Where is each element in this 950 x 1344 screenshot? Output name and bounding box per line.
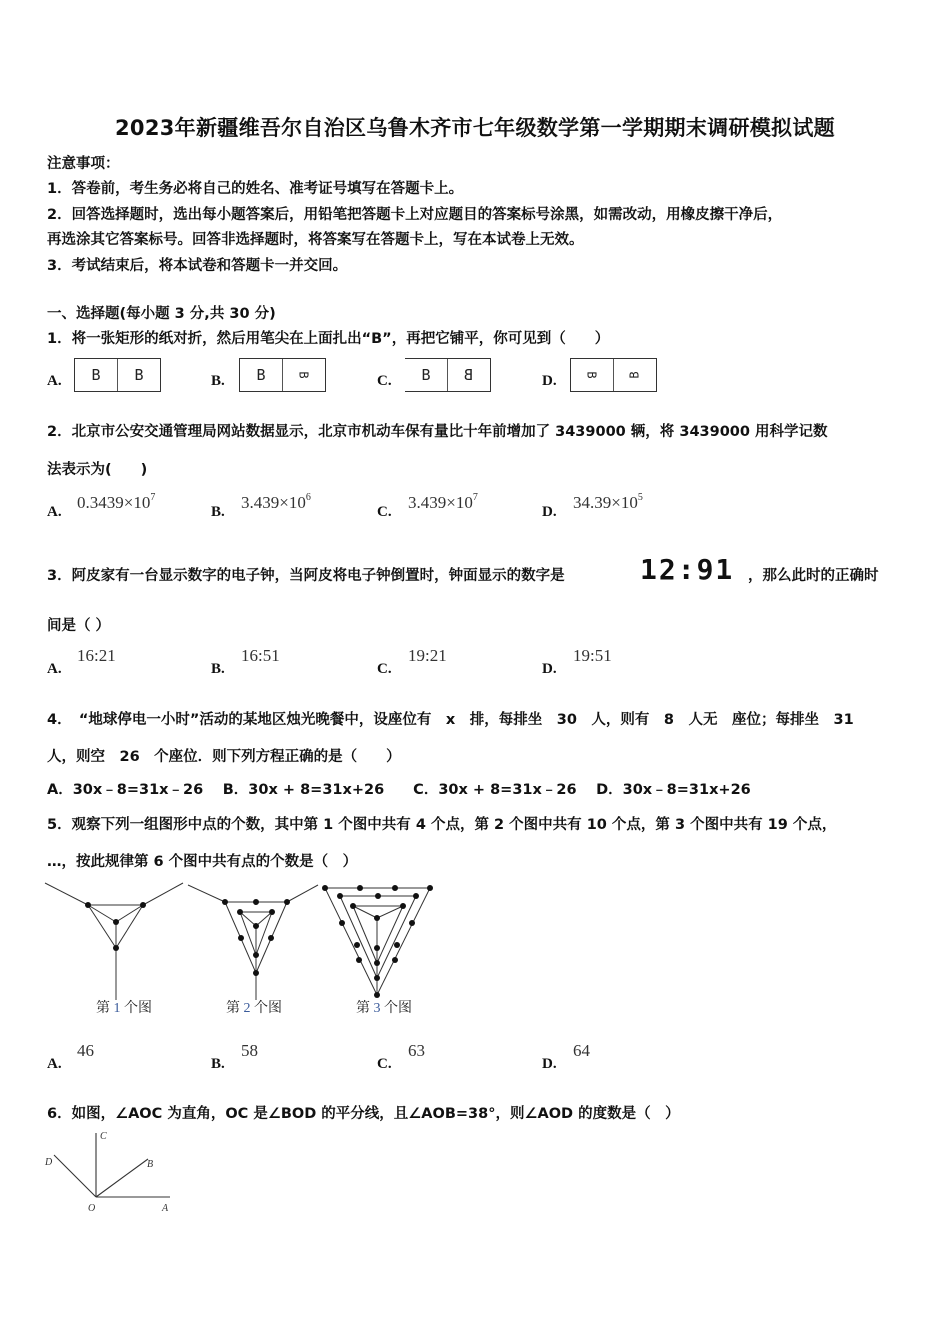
- figure-3-caption: [356, 997, 412, 1017]
- question-5-text: 5．观察下列一组图形中点的个数，其中第 1 个图中共有 4 个点，第 2 个图中共有 10 个点，第 3 个图中共有 19 个点，: [47, 817, 837, 833]
- paper-left-cell: B: [91, 366, 101, 384]
- label-d: D: [45, 1157, 53, 1168]
- caption-prefix: 第: [96, 1001, 114, 1016]
- paper-right-cell: [447, 359, 490, 391]
- q2-option-a-label[interactable]: A.: [47, 504, 62, 520]
- question-2-text: 2．北京市公安交通管理局网站数据显示，北京市机动车保有量比十年前增加了 3439000 辆，将 3439000 用科学记数: [47, 424, 828, 440]
- paper-left-cell: B: [421, 366, 431, 384]
- q2-option-b-value[interactable]: [241, 492, 311, 513]
- q3-option-c-label[interactable]: C.: [377, 661, 392, 677]
- question-3-text-after: ，那么此时的正确时: [748, 568, 879, 584]
- mantissa: 34.39×10: [573, 493, 638, 512]
- q3-option-a-value[interactable]: 16:21: [77, 646, 116, 665]
- q5-option-c-label[interactable]: C.: [377, 1056, 392, 1072]
- question-4-text-cont: 人，则空 26 个座位．则下列方程正确的是（ ）: [47, 749, 401, 765]
- caption-number: 3: [373, 1001, 381, 1016]
- angle-figure: [40, 1125, 190, 1215]
- question-4-options[interactable]: A．30x﹣8=31x﹣26 B．30x + 8=31x+26 C．30x + 8=31x﹣26 D．30x﹣8=31x+26: [47, 782, 751, 798]
- q5-option-a-value[interactable]: 46: [77, 1041, 94, 1060]
- q2-option-a-value[interactable]: [77, 492, 155, 513]
- figure-1-caption: [96, 997, 152, 1017]
- label-o: O: [88, 1203, 96, 1214]
- q1-option-b-label[interactable]: B.: [211, 373, 225, 389]
- dot-pattern-figures: [40, 875, 460, 1005]
- caption-suffix: 个图: [250, 1001, 282, 1016]
- q5-option-a-label[interactable]: A.: [47, 1056, 62, 1072]
- caption-suffix: 个图: [380, 1001, 412, 1016]
- question-1-text: 1．将一张矩形的纸对折，然后用笔尖在上面扎出“B”，再把它铺平，你可见到（ ）: [47, 331, 610, 347]
- q1-option-a-paper[interactable]: [74, 358, 161, 392]
- mantissa: 3.439×10: [241, 493, 306, 512]
- q5-option-d-value[interactable]: 64: [573, 1041, 590, 1060]
- mantissa: 0.3439×10: [77, 493, 151, 512]
- q5-option-d-label[interactable]: D.: [542, 1056, 557, 1072]
- section-heading: 一、选择题(每小题 3 分,共 30 分): [47, 306, 276, 322]
- label-a: A: [162, 1203, 169, 1214]
- caption-number: 2: [243, 1001, 251, 1016]
- notice-item-3: 3．考试结束后，将本试卷和答题卡一并交回。: [47, 258, 348, 274]
- question-4-text: 4． “地球停电一小时”活动的某地区烛光晚餐中，设座位有 x 排，每排坐 30 人，则有 8 人无 座位；每排坐 31: [47, 712, 854, 728]
- paper-right-cell: [613, 359, 656, 391]
- q1-option-a-label[interactable]: A.: [47, 373, 62, 389]
- q2-option-d-value[interactable]: [573, 492, 643, 513]
- digital-clock-display: 12:91: [640, 553, 735, 586]
- paper-left-cell: [571, 359, 613, 391]
- q3-option-d-label[interactable]: D.: [542, 661, 557, 677]
- q3-option-d-value[interactable]: 19:51: [573, 646, 612, 665]
- paper-right-cell: B: [117, 359, 160, 391]
- q3-option-b-value[interactable]: 16:51: [241, 646, 280, 665]
- question-2-text-cont: 法表示为( ): [47, 462, 148, 478]
- exponent: 6: [305, 492, 311, 503]
- rotated-b-glyph: B: [627, 371, 642, 379]
- question-3-text-cont: 间是（ ）: [47, 618, 111, 634]
- rotated-b-glyph: B: [584, 371, 599, 379]
- question-3-text: 3．阿皮家有一台显示数字的电子钟，当阿皮将电子钟倒置时，钟面显示的数字是: [47, 568, 565, 584]
- label-c: C: [100, 1131, 107, 1142]
- q1-option-c-label[interactable]: C.: [377, 373, 392, 389]
- q2-option-b-label[interactable]: B.: [211, 504, 225, 520]
- question-6-text: 6．如图，∠AOC 为直角，OC 是∠BOD 的平分线，且∠AOB=38°，则∠AOD 的度数是（ ）: [47, 1106, 680, 1122]
- mantissa: 3.439×10: [408, 493, 473, 512]
- label-b: B: [147, 1159, 154, 1170]
- paper-right-cell: [282, 359, 325, 391]
- q1-option-b-paper[interactable]: [239, 358, 326, 392]
- question-5-text-cont: …，按此规律第 6 个图中共有点的个数是（ ）: [47, 854, 358, 870]
- mirrored-b-glyph: B: [464, 366, 474, 384]
- rotated-b-glyph: B: [296, 371, 311, 379]
- q1-option-d-label[interactable]: D.: [542, 373, 557, 389]
- caption-prefix: 第: [226, 1001, 244, 1016]
- q2-option-d-label[interactable]: D.: [542, 504, 557, 520]
- q5-option-b-value[interactable]: 58: [241, 1041, 258, 1060]
- q5-option-c-value[interactable]: 63: [408, 1041, 425, 1060]
- q2-option-c-value[interactable]: [408, 492, 478, 513]
- caption-number: 1: [113, 1001, 121, 1016]
- q1-option-c-paper[interactable]: [405, 358, 491, 392]
- q1-option-d-paper[interactable]: [570, 358, 657, 392]
- exponent: 7: [150, 492, 156, 503]
- q2-option-c-label[interactable]: C.: [377, 504, 392, 520]
- caption-prefix: 第: [356, 1001, 374, 1016]
- notice-heading: 注意事项：: [47, 156, 120, 172]
- exponent: 5: [637, 492, 643, 503]
- page-title: 2023年新疆维吾尔自治区乌鲁木齐市七年级数学第一学期期末调研模拟试题: [115, 116, 835, 140]
- q5-option-b-label[interactable]: B.: [211, 1056, 225, 1072]
- q3-option-a-label[interactable]: A.: [47, 661, 62, 677]
- notice-item-2: 2．回答选择题时，选出每小题答案后，用铅笔把答题卡上对应题目的答案标号涂黑，如需改动，用橡皮擦干净后，: [47, 207, 783, 223]
- caption-suffix: 个图: [120, 1001, 152, 1016]
- figure-2-caption: [226, 997, 282, 1017]
- notice-item-1: 1．答卷前，考生务必将自己的姓名、准考证号填写在答题卡上。: [47, 181, 464, 197]
- q3-option-c-value[interactable]: 19:21: [408, 646, 447, 665]
- exponent: 7: [472, 492, 478, 503]
- q3-option-b-label[interactable]: B.: [211, 661, 225, 677]
- notice-item-2-cont: 再选涂其它答案标号。回答非选择题时，将答案写在答题卡上，写在本试卷上无效。: [47, 232, 584, 248]
- paper-left-cell: B: [256, 366, 266, 384]
